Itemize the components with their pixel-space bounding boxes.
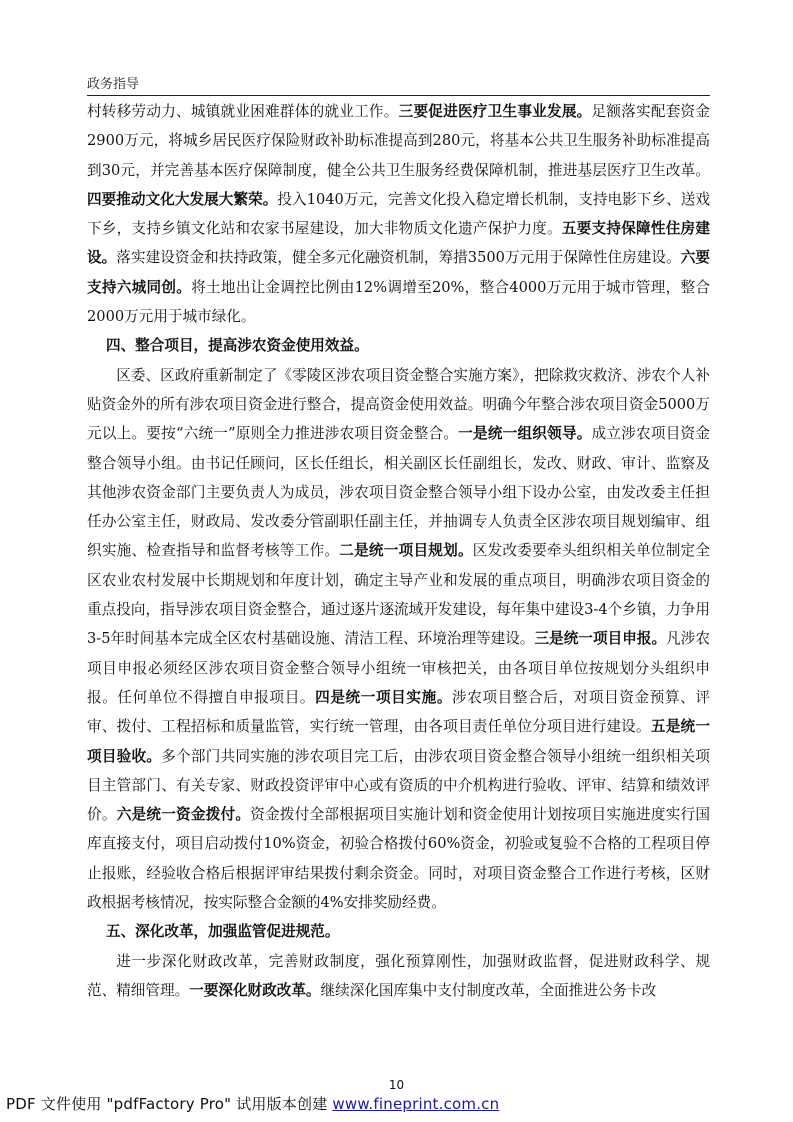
paragraph-healthcare-culture-housing: 村转移劳动力、城镇就业困难群体的就业工作。三要促进医疗卫生事业发展。足额落实配套资金2900万元，将城乡居民医疗保险财政补助标准提高到280元，将基本公共卫生服务补助标准提高到30元，并完善基本医疗保障制度，健全公共卫生服务经费保障机制，推进基层医疗卫生改革。四要推动文化大发展大繁荣。投入1040万元，完善文化投入稳定增长机制，支持电影下乡、送戏下乡，支持乡镇文化站和农家书屋建设，加大非物质文化遗产保护力度。五要支持保障性住房建设。落实建设资金和扶持政策，健全多元化融资机制，筹措3500万元用于保障性住房建设。六要支持六城同创。将土地出让金调控比例由12%调增至20%，整合4000万元用于城市管理，整合2000万元用于城市绿化。 <box>87 103 710 326</box>
document-body <box>87 97 710 1005</box>
bold-lead-culture: 四要推动文化大发展大繁荣。 <box>87 190 278 208</box>
section-heading-5: 五、深化改革，加强监管促进规范。 <box>105 923 340 941</box>
running-header: 政务指导 <box>87 77 140 92</box>
section-heading-4: 四、整合项目，提高涉农资金使用效益。 <box>105 337 369 355</box>
bold-lead-unified-planning: 二是统一项目规划。 <box>339 542 473 560</box>
bold-lead-unified-application: 三是统一项目申报。 <box>534 630 667 648</box>
paragraph-project-integration: 区委、区政府重新制定了《零陵区涉农项目资金整合实施方案》，把除救灾救济、涉农个人补贴资金外的所有涉农项目资金进行整合，提高资金使用效益。明确今年整合涉农项目资金5000万元以上。要按“六统一”原则全力推进涉农项目资金整合。一是统一组织领导。成立涉农项目资金整合领导小组。由书记任顾问，区长任组长，相关副区长任副组长，发改、财政、审计、监察及其他涉农资金部门主要负责人为成员，涉农项目资金整合领导小组下设办公室，由发改委主任担任办公室主任，财政局、发改委分管副职任副主任，并抽调专人负责全区涉农项目规划编审、组织实施、检查指导和监督考核等工作。二是统一项目规划。区发改委要牵头组织相关单位制定全区农业农村发展中长期规划和年度计划，确定主导产业和发展的重点项目，明确涉农项目资金的重点投向，指导涉农项目资金整合，通过逐片逐流域开发建设，每年集中建设3-4个乡镇，力争用3-5年时间基本完成全区农村基础设施、清洁工程、环境治理等建设。三是统一项目申报。凡涉农项目申报必须经区涉农项目资金整合领导小组统一审核把关，由各项目单位按规划分头组织申报。任何单位不得擅自申报项目。四是统一项目实施。涉农项目整合后，对项目资金预算、评审、拨付、工程招标和质量监管，实行统一管理，由各项目责任单位分项目进行建设。五是统一项目验收。多个部门共同实施的涉农项目完工后，由涉农项目资金整合领导小组统一组织相关项目主管部门、有关专家、财政投资评审中心或有资质的中介机构进行验收、评审、结算和绩效评价。六是统一资金拨付。资金拨付全部根据项目实施计划和资金使用计划按项目实施进度实行国库直接支付，项目启动拨付10%资金，初验合格拨付60%资金，初验或复验不合格的工程项目停止报账，经验收合格后根据评审结果拨付剩余资金。同时，对项目资金整合工作进行考核，区财政根据考核情况，按实际整合金额的4%安排奖励经费。 <box>87 366 710 912</box>
paragraph-reform: 进一步深化财政改革，完善财政制度，强化预算刚性，加强财政监督，促进财政科学、规范、精细管理。一要深化财政改革。继续深化国库集中支付制度改革，全面推进公务卡改 <box>87 952 710 999</box>
bold-lead-unified-funding: 六是统一资金拨付。 <box>116 806 251 824</box>
bold-lead-six-cities: 六要支持六城同创。 <box>87 249 710 296</box>
bold-lead-deepen-reform: 一要深化财政改革。 <box>189 981 321 999</box>
header-rule <box>87 95 710 96</box>
bold-lead-healthcare: 三要促进医疗卫生事业发展。 <box>398 103 592 120</box>
bold-lead-housing: 五要支持保障性住房建设。 <box>87 220 710 267</box>
bold-lead-unified-acceptance: 五是统一项目验收。 <box>87 718 710 765</box>
pdf-footer <box>6 1093 786 1114</box>
bold-lead-unified-implementation: 四是统一项目实施。 <box>315 688 453 706</box>
footer-link[interactable]: www.fineprint.com.cn <box>332 1095 500 1113</box>
footer-notice: PDF 文件使用 "pdfFactory Pro" 试用版本创建 <box>6 1095 333 1113</box>
page-number: 10 <box>388 1078 405 1092</box>
bold-lead-unified-leadership: 一是统一组织领导。 <box>458 425 592 443</box>
